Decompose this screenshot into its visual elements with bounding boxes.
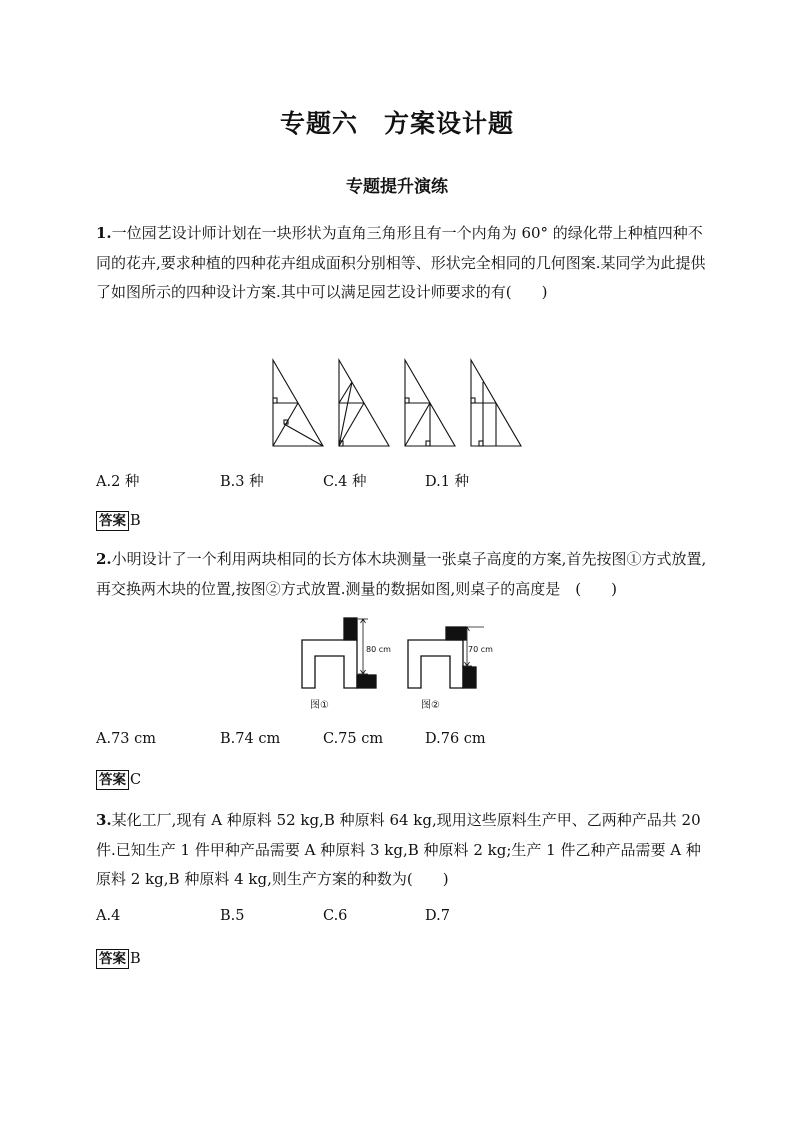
question-2 bbox=[96, 545, 708, 604]
question-3 bbox=[96, 806, 708, 895]
design-2 bbox=[339, 360, 389, 446]
figure-1-caption: 图① bbox=[310, 700, 329, 711]
question-1-option-a[interactable]: A.2 种 bbox=[96, 474, 140, 490]
page-subtitle: 专题提升演练 bbox=[346, 177, 448, 197]
question-3-option-d[interactable]: D.7 bbox=[425, 908, 450, 924]
answer-value: C bbox=[130, 772, 142, 788]
question-3-option-a[interactable]: A.4 bbox=[96, 908, 121, 924]
question-2-option-d[interactable]: D.76 cm bbox=[425, 731, 486, 747]
question-3-option-c[interactable]: C.6 bbox=[323, 908, 348, 924]
design-1 bbox=[273, 360, 323, 446]
answer-value: B bbox=[130, 513, 141, 529]
figure-2 bbox=[408, 627, 493, 711]
question-2-number: 2. bbox=[96, 550, 112, 568]
answer-tag: 答案 bbox=[96, 770, 129, 790]
figure-2-caption: 图② bbox=[421, 700, 440, 711]
page-title: 专题六 方案设计题 bbox=[279, 109, 514, 138]
question-3-option-b[interactable]: B.5 bbox=[220, 908, 245, 924]
answer-value: B bbox=[130, 951, 141, 967]
question-1-number: 1. bbox=[96, 224, 112, 242]
question-1-option-d[interactable]: D.1 种 bbox=[425, 474, 470, 490]
question-1-figure bbox=[265, 356, 530, 452]
question-3-number: 3. bbox=[96, 811, 112, 829]
question-2-option-a[interactable]: A.73 cm bbox=[96, 731, 157, 747]
question-3-answer bbox=[96, 949, 141, 969]
question-2-figure bbox=[296, 614, 501, 714]
figure-1-measurement: 80 cm bbox=[366, 645, 391, 654]
answer-tag: 答案 bbox=[96, 511, 129, 531]
question-2-text: 小明设计了一个利用两块相同的长方体木块测量一张桌子高度的方案,首先按图①方式放置,再交换两木块的位置,按图②方式放置.测量的数据如图,则桌子的高度是 ( ) bbox=[96, 550, 707, 598]
question-1 bbox=[96, 219, 708, 308]
figure-2-measurement: 70 cm bbox=[468, 645, 493, 654]
figure-1 bbox=[302, 618, 391, 711]
question-1-answer bbox=[96, 511, 141, 531]
design-4 bbox=[471, 360, 521, 446]
question-2-option-c[interactable]: C.75 cm bbox=[323, 731, 384, 747]
design-3 bbox=[405, 360, 455, 446]
question-1-text: 一位园艺设计师计划在一块形状为直角三角形且有一个内角为 60° 的绿化带上种植四种不同的花卉,要求种植的四种花卉组成面积分别相等、形状完全相同的几何图案.某同学为此提供了如图所示的四种设计方案.其中可以满足园艺设计师要求的有( ) bbox=[96, 224, 706, 301]
question-2-option-b[interactable]: B.74 cm bbox=[220, 731, 281, 747]
question-2-answer bbox=[96, 770, 141, 790]
question-3-text: 某化工厂,现有 A 种原料 52 kg,B 种原料 64 kg,现用这些原料生产甲、乙两种产品共 20 件.已知生产 1 件甲种产品需要 A 种原料 3 kg,B 种原料 2 kg;生产 1 件乙种产品需要 A 种原料 2 kg,B 种原料 4 kg,则生产方案的种数为( ) bbox=[96, 811, 701, 888]
answer-tag: 答案 bbox=[96, 949, 129, 969]
question-1-option-c[interactable]: C.4 种 bbox=[323, 474, 367, 490]
question-1-option-b[interactable]: B.3 种 bbox=[220, 474, 264, 490]
